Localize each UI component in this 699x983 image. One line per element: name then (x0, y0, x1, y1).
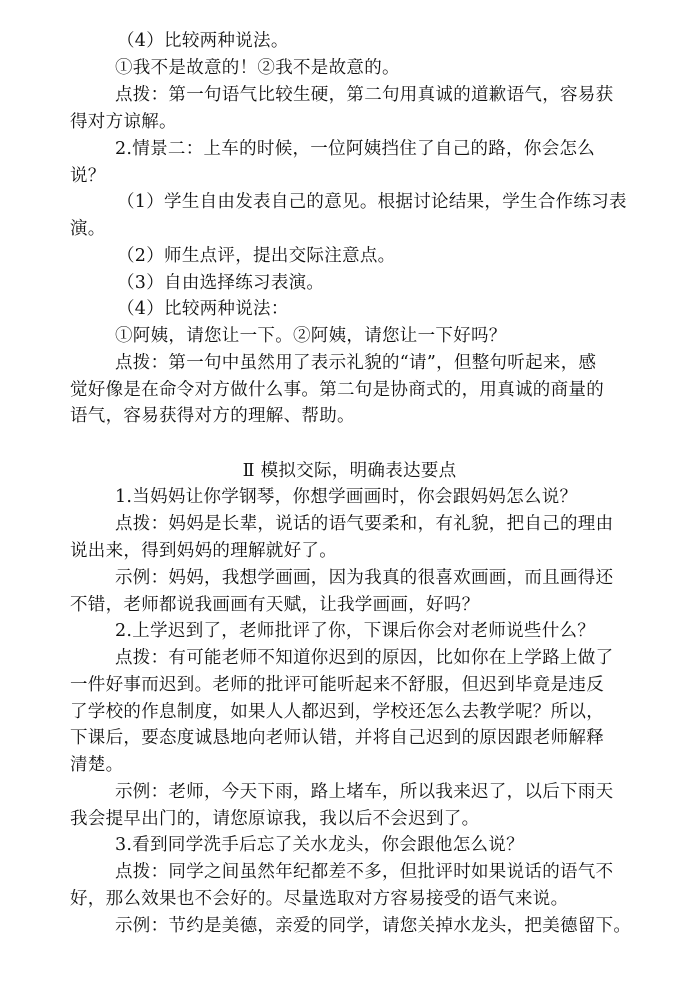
tip-paragraph-1-line-2: 得对方谅解。 (70, 112, 177, 132)
tip-paragraph-2-line-3: 语气，容易获得对方的理解、帮助。 (70, 406, 355, 426)
tip-q2-line-3: 了学校的作息制度，如果人人都迟到，学校还怎么去教学呢？所以， (70, 702, 604, 722)
tip-q2-line-5: 清楚。 (70, 755, 124, 775)
scenario-2-line-1: 2.情景二：上车的时候，一位阿姨挡住了自己的路，你会怎么 (115, 139, 596, 159)
sub-step-3: （3）自由选择练习表演。 (117, 273, 325, 293)
question-1: 1.当妈妈让你学钢琴，你想学画画时，你会跟妈妈怎么说？ (115, 487, 578, 507)
example-q3: 示例：节约是美德，亲爱的同学，请您关掉水龙头，把美德留下。 (115, 916, 632, 936)
tip-q3-line-1: 点拨：同学之间虽然年纪都差不多，但批评时如果说话的语气不 (115, 862, 614, 882)
question-3: 3.看到同学洗手后忘了关水龙头，你会跟他怎么说？ (115, 835, 524, 855)
example-q1-line-1: 示例：妈妈，我想学画画，因为我真的很喜欢画画，而且画得还 (115, 568, 614, 588)
comparison-sentences-1: ①我不是故意的！②我不是故意的。 (115, 58, 400, 78)
sub-step-compare-1: （4）比较两种说法。 (117, 31, 289, 51)
sub-step-1-line-2: 演。 (70, 219, 106, 239)
question-2: 2.上学迟到了，老师批评了你，下课后你会对老师说些什么？ (115, 621, 596, 641)
example-q2-line-1: 示例：老师，今天下雨，路上堵车，所以我来迟了，以后下雨天 (115, 782, 614, 802)
tip-q2-line-2: 一件好事而迟到。老师的批评可能听起来不舒服，但迟到毕竟是违反 (70, 675, 604, 695)
comparison-sentences-2: ①阿姨，请您让一下。②阿姨，请您让一下好吗？ (115, 326, 507, 346)
example-q1-line-2: 不错，老师都说我画画有天赋，让我学画画，好吗？ (70, 595, 480, 615)
tip-q2-line-4: 下课后，要态度诚恳地向老师认错，并将自己迟到的原因跟老师解释 (70, 728, 604, 748)
tip-paragraph-2-line-2: 觉好像是在命令对方做什么事。第二句是协商式的，用真诚的商量的 (70, 380, 604, 400)
section-heading: Ⅱ 模拟交际，明确表达要点 (242, 461, 457, 481)
tip-q3-line-2: 好，那么效果也不会好的。尽量选取对方容易接受的语气来说。 (70, 889, 569, 909)
scenario-2-line-2: 说？ (70, 166, 106, 186)
example-q2-line-2: 我会提早出门的，请您原谅我，我以后不会迟到了。 (70, 809, 480, 829)
sub-step-2: （2）师生点评，提出交际注意点。 (117, 246, 396, 266)
tip-paragraph-1-line-1: 点拨：第一句语气比较生硬，第二句用真诚的道歉语气，容易获 (115, 85, 614, 105)
tip-q2-line-1: 点拨：有可能老师不知道你迟到的原因，比如你在上学路上做了 (115, 648, 614, 668)
sub-step-4: （4）比较两种说法： (117, 299, 289, 319)
tip-paragraph-2-line-1: 点拨：第一句中虽然用了表示礼貌的“请”，但整句听起来，感 (115, 353, 597, 373)
tip-q1-line-2: 说出来，得到妈妈的理解就好了。 (70, 541, 337, 561)
tip-q1-line-1: 点拨：妈妈是长辈，说话的语气要柔和，有礼貌，把自己的理由 (115, 514, 614, 534)
sub-step-1-line-1: （1）学生自由发表自己的意见。根据讨论结果，学生合作练习表 (117, 192, 627, 212)
